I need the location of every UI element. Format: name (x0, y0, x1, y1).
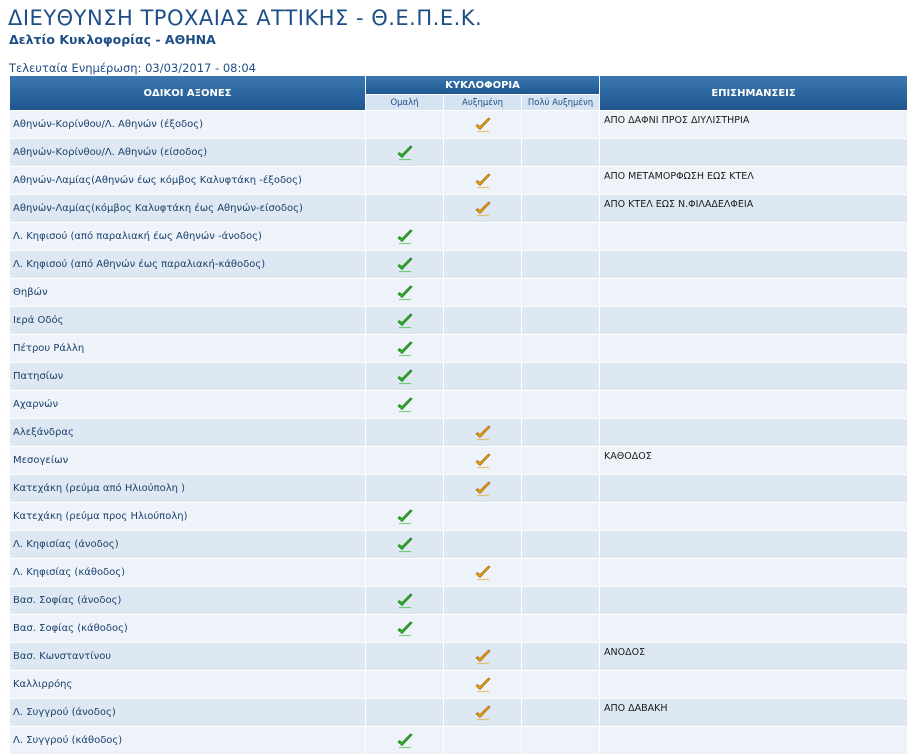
table-row (10, 531, 908, 559)
status-cell-very-increased (522, 279, 600, 307)
status-cell-increased (444, 671, 522, 699)
table-row (10, 307, 908, 335)
status-cell-normal (366, 279, 444, 307)
status-cell-normal (366, 615, 444, 643)
header-very-increased: Πολύ Αυξημένη (522, 95, 600, 111)
check-icon (396, 340, 414, 358)
check-icon (474, 648, 492, 666)
note-cell (600, 671, 908, 699)
check-icon (474, 480, 492, 498)
status-cell-increased (444, 391, 522, 419)
table-row (10, 587, 908, 615)
check-icon (474, 564, 492, 582)
status-cell-normal (366, 587, 444, 615)
road-name: Αλεξάνδρας (10, 419, 366, 447)
table-row (10, 699, 908, 727)
status-cell-increased (444, 419, 522, 447)
status-cell-increased (444, 531, 522, 559)
road-name: Θηβών (10, 279, 366, 307)
status-cell-increased (444, 587, 522, 615)
road-name: Καλλιρρόης (10, 671, 366, 699)
status-cell-very-increased (522, 475, 600, 503)
table-row (10, 251, 908, 279)
table-row (10, 475, 908, 503)
status-cell-very-increased (522, 111, 600, 139)
note-cell (600, 335, 908, 363)
status-cell-very-increased (522, 531, 600, 559)
road-name: Λ. Κηφισίας (άνοδος) (10, 531, 366, 559)
status-cell-very-increased (522, 559, 600, 587)
status-cell-very-increased (522, 139, 600, 167)
check-icon (474, 704, 492, 722)
road-name: Βασ. Σοφίας (άνοδος) (10, 587, 366, 615)
page-subtitle: Δελτίο Κυκλοφορίας - ΑΘΗΝΑ (9, 32, 216, 47)
note-cell (600, 139, 908, 167)
status-cell-normal (366, 335, 444, 363)
note-cell (600, 503, 908, 531)
header-traffic: ΚΥΚΛΟΦΟΡΙΑ (366, 76, 600, 95)
check-icon (474, 172, 492, 190)
road-name: Αχαρνών (10, 391, 366, 419)
status-cell-normal (366, 307, 444, 335)
status-cell-normal (366, 139, 444, 167)
note-cell (600, 363, 908, 391)
status-cell-increased (444, 195, 522, 223)
road-name: Αθηνών-Κορίνθου/Λ. Αθηνών (έξοδος) (10, 111, 366, 139)
note-cell (600, 559, 908, 587)
table-row (10, 671, 908, 699)
table-row (10, 335, 908, 363)
road-name: Κατεχάκη (ρεύμα προς Ηλιούπολη) (10, 503, 366, 531)
road-name: Βασ. Κωνσταντίνου (10, 643, 366, 671)
road-name: Πέτρου Ράλλη (10, 335, 366, 363)
table-row (10, 167, 908, 195)
status-cell-normal (366, 559, 444, 587)
road-name: Λ. Κηφισού (από παραλιακή έως Αθηνών -άνοδος) (10, 223, 366, 251)
road-name: Ιερά Οδός (10, 307, 366, 335)
table-row (10, 195, 908, 223)
status-cell-increased (444, 335, 522, 363)
road-name: Λ. Συγγρού (άνοδος) (10, 699, 366, 727)
status-cell-increased (444, 363, 522, 391)
status-cell-normal (366, 195, 444, 223)
check-icon (474, 200, 492, 218)
header-increased: Αυξημένη (444, 95, 522, 111)
table-row (10, 419, 908, 447)
status-cell-increased (444, 223, 522, 251)
road-name: Αθηνών-Λαμίας(κόμβος Καλυφτάκη έως Αθηνών-είσοδος) (10, 195, 366, 223)
status-cell-very-increased (522, 587, 600, 615)
table-row (10, 139, 908, 167)
status-cell-very-increased (522, 335, 600, 363)
road-name: Μεσογείων (10, 447, 366, 475)
page-title: ΔΙΕΥΘΥΝΣΗ ΤΡΟΧΑΙΑΣ ΑΤΤΙΚΗΣ - Θ.Ε.Π.Ε.Κ. (8, 6, 483, 30)
status-cell-normal (366, 447, 444, 475)
status-cell-increased (444, 251, 522, 279)
road-name: Αθηνών-Λαμίας(Αθηνών έως κόμβος Καλυφτάκη -έξοδος) (10, 167, 366, 195)
status-cell-increased (444, 643, 522, 671)
check-icon (396, 508, 414, 526)
status-cell-very-increased (522, 223, 600, 251)
note-cell (600, 279, 908, 307)
table-row (10, 727, 908, 755)
status-cell-very-increased (522, 251, 600, 279)
road-name: Βασ. Σοφίας (κάθοδος) (10, 615, 366, 643)
status-cell-very-increased (522, 167, 600, 195)
road-name: Λ. Κηφισίας (κάθοδος) (10, 559, 366, 587)
check-icon (474, 116, 492, 134)
status-cell-increased (444, 111, 522, 139)
status-cell-increased (444, 139, 522, 167)
check-icon (396, 396, 414, 414)
status-cell-normal (366, 111, 444, 139)
status-cell-increased (444, 279, 522, 307)
table-row (10, 363, 908, 391)
note-cell (600, 475, 908, 503)
table-row (10, 447, 908, 475)
header-axes: ΟΔΙΚΟΙ ΑΞΟΝΕΣ (10, 76, 366, 111)
road-name: Λ. Συγγρού (κάθοδος) (10, 727, 366, 755)
status-cell-normal (366, 391, 444, 419)
status-cell-normal (366, 643, 444, 671)
table-row (10, 223, 908, 251)
check-icon (396, 312, 414, 330)
status-cell-very-increased (522, 195, 600, 223)
check-icon (396, 228, 414, 246)
note-cell (600, 727, 908, 755)
note-cell (600, 531, 908, 559)
status-cell-normal (366, 363, 444, 391)
road-name: Λ. Κηφισού (από Αθηνών έως παραλιακή-κάθοδος) (10, 251, 366, 279)
status-cell-normal (366, 223, 444, 251)
last-update-text: Τελευταία Ενημέρωση: 03/03/2017 - 08:04 (9, 61, 256, 75)
status-cell-very-increased (522, 727, 600, 755)
status-cell-very-increased (522, 419, 600, 447)
note-cell: ΑΠΟ ΔΑΒΑΚΗ (600, 699, 908, 727)
road-name: Κατεχάκη (ρεύμα από Ηλιούπολη ) (10, 475, 366, 503)
note-cell: ΑΠΟ ΔΑΦΝΙ ΠΡΟΣ ΔΙΥΛΙΣΤΗΡΙΑ (600, 111, 908, 139)
note-cell (600, 307, 908, 335)
note-cell: ΑΠΟ ΜΕΤΑΜΟΡΦΩΣΗ ΕΩΣ ΚΤΕΛ (600, 167, 908, 195)
note-cell: ΑΝΟΔΟΣ (600, 643, 908, 671)
status-cell-very-increased (522, 503, 600, 531)
road-name: Πατησίων (10, 363, 366, 391)
status-cell-normal (366, 167, 444, 195)
check-icon (396, 144, 414, 162)
status-cell-increased (444, 559, 522, 587)
check-icon (396, 592, 414, 610)
header-notes: ΕΠΙΣΗΜΑΝΣΕΙΣ (600, 76, 908, 111)
note-cell (600, 391, 908, 419)
table-row (10, 559, 908, 587)
check-icon (474, 424, 492, 442)
check-icon (396, 368, 414, 386)
traffic-rows (10, 111, 908, 755)
check-icon (396, 732, 414, 750)
table-row (10, 615, 908, 643)
note-cell (600, 223, 908, 251)
status-cell-normal (366, 419, 444, 447)
status-cell-very-increased (522, 643, 600, 671)
status-cell-very-increased (522, 615, 600, 643)
status-cell-increased (444, 503, 522, 531)
status-cell-very-increased (522, 307, 600, 335)
status-cell-increased (444, 307, 522, 335)
status-cell-increased (444, 475, 522, 503)
table-row (10, 111, 908, 139)
traffic-table (10, 76, 908, 755)
note-cell (600, 615, 908, 643)
status-cell-very-increased (522, 671, 600, 699)
status-cell-very-increased (522, 699, 600, 727)
status-cell-increased (444, 727, 522, 755)
status-cell-increased (444, 447, 522, 475)
check-icon (474, 452, 492, 470)
road-name: Αθηνών-Κορίνθου/Λ. Αθηνών (είσοδος) (10, 139, 366, 167)
note-cell (600, 251, 908, 279)
status-cell-very-increased (522, 447, 600, 475)
status-cell-normal (366, 727, 444, 755)
check-icon (396, 620, 414, 638)
status-cell-increased (444, 167, 522, 195)
note-cell: ΑΠΟ ΚΤΕΛ ΕΩΣ Ν.ΦΙΛΑΔΕΛΦΕΙΑ (600, 195, 908, 223)
check-icon (474, 676, 492, 694)
status-cell-normal (366, 503, 444, 531)
status-cell-normal (366, 671, 444, 699)
status-cell-very-increased (522, 363, 600, 391)
status-cell-increased (444, 615, 522, 643)
check-icon (396, 536, 414, 554)
status-cell-very-increased (522, 391, 600, 419)
check-icon (396, 256, 414, 274)
status-cell-normal (366, 699, 444, 727)
note-cell: ΚΑΘΟΔΟΣ (600, 447, 908, 475)
header-normal: Ομαλή (366, 95, 444, 111)
status-cell-normal (366, 531, 444, 559)
table-row (10, 643, 908, 671)
note-cell (600, 587, 908, 615)
note-cell (600, 419, 908, 447)
table-row (10, 391, 908, 419)
status-cell-increased (444, 699, 522, 727)
table-row (10, 279, 908, 307)
check-icon (396, 284, 414, 302)
table-row (10, 503, 908, 531)
status-cell-normal (366, 251, 444, 279)
status-cell-normal (366, 475, 444, 503)
